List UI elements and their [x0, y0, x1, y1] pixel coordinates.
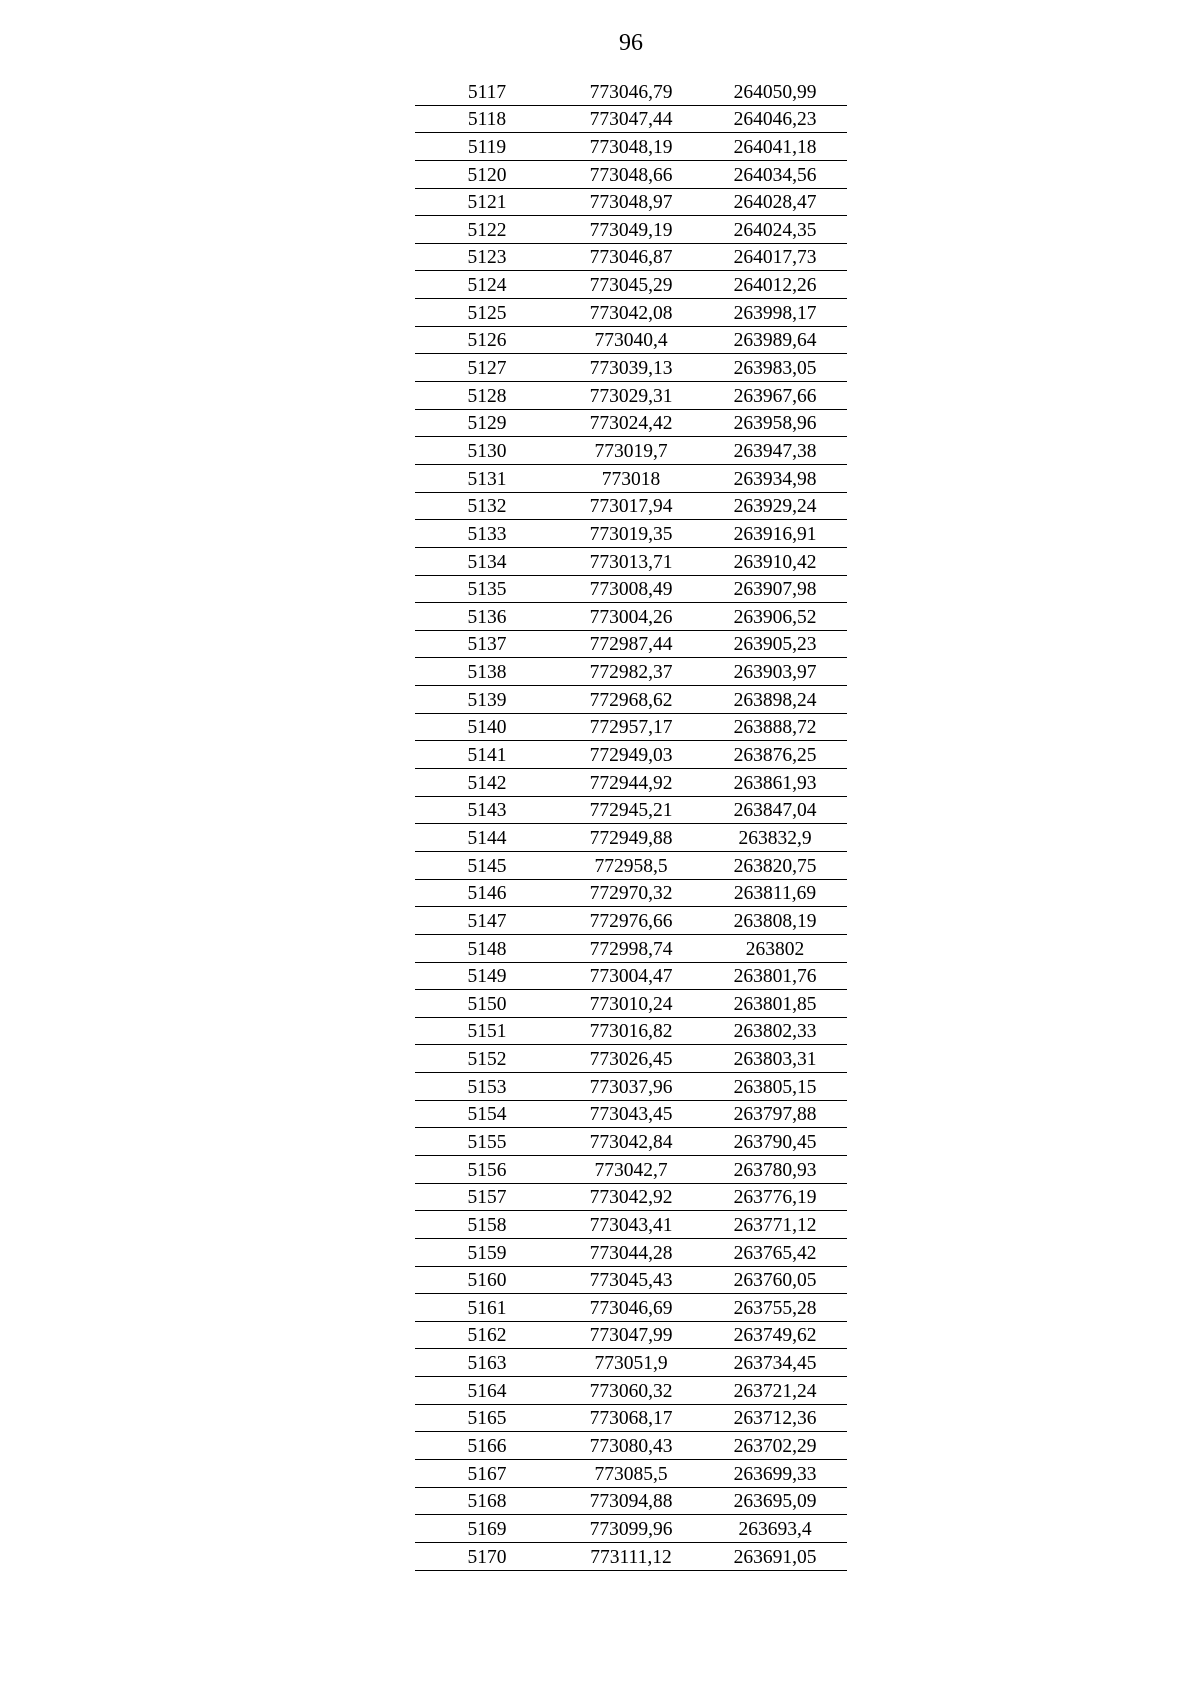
y-coordinate-cell: 263802,33: [733, 1021, 817, 1043]
table-row: [415, 1239, 847, 1267]
y-coordinate-cell: 263910,42: [733, 551, 817, 573]
x-coordinate-cell: 772949,88: [589, 827, 673, 849]
y-coordinate-cell: 263820,75: [733, 855, 817, 877]
x-coordinate-cell: 773004,47: [589, 966, 673, 988]
table-row: [415, 520, 847, 548]
x-coordinate-cell: 773026,45: [589, 1049, 673, 1071]
point-number-cell: 5134: [467, 551, 507, 573]
point-number-cell: 5129: [467, 413, 507, 435]
table-row: [415, 1267, 847, 1295]
y-coordinate-cell: 263695,09: [733, 1491, 817, 1513]
y-coordinate-cell: 263776,19: [733, 1187, 817, 1209]
table-row: [415, 1377, 847, 1405]
table-row: [415, 271, 847, 299]
y-coordinate-cell: 263905,23: [733, 634, 817, 656]
point-number-cell: 5118: [467, 109, 507, 131]
point-number-cell: 5167: [467, 1463, 507, 1485]
y-coordinate-cell: 263916,91: [733, 523, 817, 545]
point-number-cell: 5159: [467, 1242, 507, 1264]
x-coordinate-cell: 773048,66: [589, 164, 673, 186]
point-number-cell: 5166: [467, 1436, 507, 1458]
point-number-cell: 5136: [467, 606, 507, 628]
x-coordinate-cell: 773068,17: [589, 1408, 673, 1430]
point-number-cell: 5140: [467, 717, 507, 739]
point-number-cell: 5127: [467, 358, 507, 380]
y-coordinate-cell: 263734,45: [733, 1353, 817, 1375]
point-number-cell: 5131: [467, 468, 507, 490]
x-coordinate-cell: 773048,19: [589, 136, 673, 158]
y-coordinate-cell: 263797,88: [733, 1104, 817, 1126]
table-row: [415, 990, 847, 1018]
x-coordinate-cell: 773010,24: [589, 993, 673, 1015]
point-number-cell: 5130: [467, 440, 507, 462]
y-coordinate-cell: 263906,52: [733, 606, 817, 628]
point-number-cell: 5165: [467, 1408, 507, 1430]
y-coordinate-cell: 263755,28: [733, 1297, 817, 1319]
table-row: [415, 880, 847, 908]
y-coordinate-cell: 264028,47: [733, 192, 817, 214]
y-coordinate-cell: 263765,42: [733, 1242, 817, 1264]
x-coordinate-cell: 773044,28: [589, 1242, 673, 1264]
x-coordinate-cell: 772970,32: [589, 883, 673, 905]
point-number-cell: 5120: [467, 164, 507, 186]
point-number-cell: 5128: [467, 385, 507, 407]
table-row: [415, 631, 847, 659]
table-row: [415, 1460, 847, 1488]
table-row: [415, 797, 847, 825]
table-row: [415, 244, 847, 272]
table-row: [415, 576, 847, 604]
x-coordinate-cell: 773017,94: [589, 496, 673, 518]
x-coordinate-cell: 773019,7: [594, 440, 668, 462]
y-coordinate-cell: 263907,98: [733, 579, 817, 601]
x-coordinate-cell: 773042,08: [589, 302, 673, 324]
table-row: [415, 410, 847, 438]
y-coordinate-cell: 263989,64: [733, 330, 817, 352]
point-number-cell: 5139: [467, 689, 507, 711]
x-coordinate-cell: 773029,31: [589, 385, 673, 407]
x-coordinate-cell: 773046,87: [589, 247, 673, 269]
table-row: [415, 493, 847, 521]
y-coordinate-cell: 263760,05: [733, 1270, 817, 1292]
point-number-cell: 5161: [467, 1297, 507, 1319]
table-row: [415, 714, 847, 742]
y-coordinate-cell: 263847,04: [733, 800, 817, 822]
x-coordinate-cell: 773080,43: [589, 1436, 673, 1458]
x-coordinate-cell: 773016,82: [589, 1021, 673, 1043]
x-coordinate-cell: 773047,44: [589, 109, 673, 131]
x-coordinate-cell: 773004,26: [589, 606, 673, 628]
table-row: [415, 907, 847, 935]
y-coordinate-cell: 264050,99: [733, 81, 817, 103]
y-coordinate-cell: 263771,12: [733, 1214, 817, 1236]
point-number-cell: 5146: [467, 883, 507, 905]
table-row: [415, 769, 847, 797]
point-number-cell: 5168: [467, 1491, 507, 1513]
x-coordinate-cell: 773019,35: [589, 523, 673, 545]
point-number-cell: 5141: [467, 745, 507, 767]
table-row: [415, 106, 847, 134]
x-coordinate-cell: 773051,9: [594, 1353, 668, 1375]
y-coordinate-cell: 263832,9: [738, 827, 812, 849]
y-coordinate-cell: 263805,15: [733, 1076, 817, 1098]
table-row: [415, 1322, 847, 1350]
y-coordinate-cell: 263691,05: [733, 1546, 817, 1568]
x-coordinate-cell: 772998,74: [589, 938, 673, 960]
x-coordinate-cell: 773046,79: [589, 81, 673, 103]
x-coordinate-cell: 772949,03: [589, 745, 673, 767]
x-coordinate-cell: 772945,21: [589, 800, 673, 822]
table-row: [415, 1018, 847, 1046]
y-coordinate-cell: 264017,73: [733, 247, 817, 269]
table-row: [415, 216, 847, 244]
y-coordinate-cell: 263947,38: [733, 440, 817, 462]
point-number-cell: 5143: [467, 800, 507, 822]
table-row: [415, 161, 847, 189]
x-coordinate-cell: 773094,88: [589, 1491, 673, 1513]
x-coordinate-cell: 772944,92: [589, 772, 673, 794]
point-number-cell: 5162: [467, 1325, 507, 1347]
point-number-cell: 5138: [467, 662, 507, 684]
y-coordinate-cell: 264024,35: [733, 219, 817, 241]
y-coordinate-cell: 263749,62: [733, 1325, 817, 1347]
x-coordinate-cell: 772958,5: [594, 855, 668, 877]
y-coordinate-cell: 264046,23: [733, 109, 817, 131]
y-coordinate-cell: 263998,17: [733, 302, 817, 324]
x-coordinate-cell: 773085,5: [594, 1463, 668, 1485]
point-number-cell: 5132: [467, 496, 507, 518]
x-coordinate-cell: 773042,84: [589, 1131, 673, 1153]
point-number-cell: 5151: [467, 1021, 507, 1043]
point-number-cell: 5135: [467, 579, 507, 601]
point-number-cell: 5144: [467, 827, 507, 849]
y-coordinate-cell: 263876,25: [733, 745, 817, 767]
x-coordinate-cell: 773008,49: [589, 579, 673, 601]
table-row: [415, 1432, 847, 1460]
y-coordinate-cell: 263861,93: [733, 772, 817, 794]
x-coordinate-cell: 773042,92: [589, 1187, 673, 1209]
y-coordinate-cell: 263699,33: [733, 1463, 817, 1485]
table-row: [415, 658, 847, 686]
point-number-cell: 5122: [467, 219, 507, 241]
point-number-cell: 5164: [467, 1380, 507, 1402]
point-number-cell: 5150: [467, 993, 507, 1015]
x-coordinate-cell: 773111,12: [590, 1546, 672, 1568]
x-coordinate-cell: 773042,7: [594, 1159, 668, 1181]
x-coordinate-cell: 773045,43: [589, 1270, 673, 1292]
table-row: [415, 1211, 847, 1239]
point-number-cell: 5158: [467, 1214, 507, 1236]
page-number: 96: [619, 30, 643, 56]
table-row: [415, 437, 847, 465]
point-number-cell: 5133: [467, 523, 507, 545]
x-coordinate-cell: 773024,42: [589, 413, 673, 435]
point-number-cell: 5148: [467, 938, 507, 960]
point-number-cell: 5152: [467, 1049, 507, 1071]
table-row: [415, 133, 847, 161]
x-coordinate-cell: 772982,37: [589, 662, 673, 684]
table-row: [415, 548, 847, 576]
y-coordinate-cell: 263983,05: [733, 358, 817, 380]
y-coordinate-cell: 263934,98: [733, 468, 817, 490]
point-number-cell: 5149: [467, 966, 507, 988]
y-coordinate-cell: 263802: [745, 938, 805, 960]
point-number-cell: 5119: [467, 136, 507, 158]
x-coordinate-cell: 773039,13: [589, 358, 673, 380]
y-coordinate-cell: 263898,24: [733, 689, 817, 711]
x-coordinate-cell: 773043,41: [589, 1214, 673, 1236]
table-row: [415, 1349, 847, 1377]
table-row: [415, 189, 847, 217]
table-row: [415, 1405, 847, 1433]
y-coordinate-cell: 263929,24: [733, 496, 817, 518]
point-number-cell: 5153: [467, 1076, 507, 1098]
point-number-cell: 5163: [467, 1353, 507, 1375]
table-row: [415, 686, 847, 714]
point-number-cell: 5142: [467, 772, 507, 794]
y-coordinate-cell: 263808,19: [733, 910, 817, 932]
table-row: [415, 1294, 847, 1322]
coordinates-table: [415, 78, 847, 1571]
x-coordinate-cell: 772968,62: [589, 689, 673, 711]
table-row: [415, 1128, 847, 1156]
table-row: [415, 852, 847, 880]
point-number-cell: 5124: [467, 275, 507, 297]
y-coordinate-cell: 263958,96: [733, 413, 817, 435]
x-coordinate-cell: 772976,66: [589, 910, 673, 932]
point-number-cell: 5125: [467, 302, 507, 324]
table-row: [415, 1156, 847, 1184]
y-coordinate-cell: 263702,29: [733, 1436, 817, 1458]
x-coordinate-cell: 773099,96: [589, 1518, 673, 1540]
table-row: [415, 382, 847, 410]
y-coordinate-cell: 263888,72: [733, 717, 817, 739]
point-number-cell: 5121: [467, 192, 507, 214]
table-row: [415, 603, 847, 631]
x-coordinate-cell: 772957,17: [589, 717, 673, 739]
x-coordinate-cell: 773060,32: [589, 1380, 673, 1402]
x-coordinate-cell: 773048,97: [589, 192, 673, 214]
table-row: [415, 741, 847, 769]
x-coordinate-cell: 773045,29: [589, 275, 673, 297]
point-number-cell: 5137: [467, 634, 507, 656]
point-number-cell: 5126: [467, 330, 507, 352]
y-coordinate-cell: 263803,31: [733, 1049, 817, 1071]
table-row: [415, 327, 847, 355]
table-row: [415, 963, 847, 991]
y-coordinate-cell: 263712,36: [733, 1408, 817, 1430]
x-coordinate-cell: 772987,44: [589, 634, 673, 656]
y-coordinate-cell: 264041,18: [733, 136, 817, 158]
y-coordinate-cell: 263801,76: [733, 966, 817, 988]
point-number-cell: 5147: [467, 910, 507, 932]
y-coordinate-cell: 263693,4: [738, 1518, 812, 1540]
table-row: [415, 299, 847, 327]
x-coordinate-cell: 773043,45: [589, 1104, 673, 1126]
point-number-cell: 5170: [467, 1546, 507, 1568]
table-row: [415, 935, 847, 963]
point-number-cell: 5117: [467, 81, 507, 103]
table-row: [415, 1101, 847, 1129]
y-coordinate-cell: 263780,93: [733, 1159, 817, 1181]
x-coordinate-cell: 773047,99: [589, 1325, 673, 1347]
y-coordinate-cell: 264012,26: [733, 275, 817, 297]
table-row: [415, 1045, 847, 1073]
x-coordinate-cell: 773049,19: [589, 219, 673, 241]
x-coordinate-cell: 773037,96: [589, 1076, 673, 1098]
point-number-cell: 5154: [467, 1104, 507, 1126]
x-coordinate-cell: 773040,4: [594, 330, 668, 352]
table-row: [415, 1543, 847, 1571]
x-coordinate-cell: 773046,69: [589, 1297, 673, 1319]
x-coordinate-cell: 773013,71: [589, 551, 673, 573]
y-coordinate-cell: 263801,85: [733, 993, 817, 1015]
point-number-cell: 5123: [467, 247, 507, 269]
y-coordinate-cell: 263903,97: [733, 662, 817, 684]
point-number-cell: 5155: [467, 1131, 507, 1153]
point-number-cell: 5145: [467, 855, 507, 877]
table-row: [415, 354, 847, 382]
point-number-cell: 5160: [467, 1270, 507, 1292]
table-row: [415, 824, 847, 852]
table-row: [415, 1515, 847, 1543]
point-number-cell: 5157: [467, 1187, 507, 1209]
table-row: [415, 1488, 847, 1516]
table-row: [415, 78, 847, 106]
table-row: [415, 1073, 847, 1101]
y-coordinate-cell: 264034,56: [733, 164, 817, 186]
x-coordinate-cell: 773018: [601, 468, 661, 490]
y-coordinate-cell: 263811,69: [733, 883, 817, 905]
y-coordinate-cell: 263721,24: [733, 1380, 817, 1402]
y-coordinate-cell: 263790,45: [733, 1131, 817, 1153]
point-number-cell: 5169: [467, 1518, 507, 1540]
y-coordinate-cell: 263967,66: [733, 385, 817, 407]
table-row: [415, 1184, 847, 1212]
point-number-cell: 5156: [467, 1159, 507, 1181]
table-row: [415, 465, 847, 493]
